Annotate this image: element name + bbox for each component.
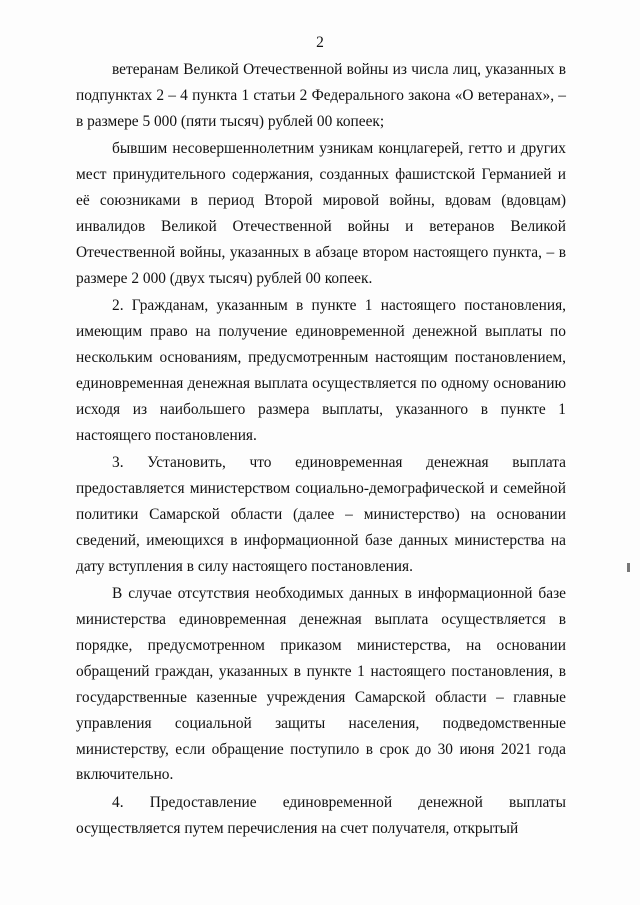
paragraph-item-4: 4. Предоставление единовременной денежной выплаты осуществляется путем перечисления на счет получателя, открытый — [76, 793, 566, 837]
paragraph-veterans-payment: ветеранам Великой Отечественной войны из числа лиц, указанных в подпунктах 2 – 4 пункта 1 статьи 2 Федерального закона «О ветеранах», – в размере 5 000 (пяти тысяч) рублей 00 копеек; — [76, 61, 566, 130]
paragraph-missing-data: В случае отсутствия необходимых данных в информационной базе министерства единовременная денежная выплата осуществляется в порядке, предусмотренном приказом министерства, на основании обращений граждан, указанных в пункте 1 настоящего постановления, в государственные казенные учреждения Самарской области – главные управления социальной защиты населения, подведомственные министерству, если обращение поступило в срок до 30 июня 2021 года включительно. — [76, 585, 566, 784]
paragraph-item-2: 2. Гражданам, указанным в пункте 1 настоящего постановления, имеющим право на получение единовременной денежной выплаты по нескольким основаниям, предусмотренным настоящим постановлением, единовременная денежная выплата осуществляется по одному основанию исходя из наибольшего размера выплаты, указанного в пункте 1 настоящего постановления. — [76, 297, 566, 444]
scan-edge-mark — [627, 563, 630, 572]
document-body — [76, 57, 566, 843]
paragraph-prisoners-widows-payment: бывшим несовершеннолетним узникам концлагерей, гетто и других мест принудительного содержания, созданных фашистской Германией и её союзниками в период Второй мировой войны, вдовам (вдовцам) инвалидов Великой Отечественной войны и ветеранов Великой Отечественной войны, указанных в абзаце втором настоящего пункта, – в размере 2 000 (двух тысяч) рублей 00 копеек. — [76, 140, 566, 287]
page-number: 2 — [316, 34, 324, 51]
paragraph-item-3: 3. Установить, что единовременная денежная выплата предоставляется министерством социально-демографической и семейной политики Самарской области (далее – министерство) на основании сведений, имеющихся в информационной базе данных министерства на дату вступления в силу настоящего постановления. — [76, 454, 566, 575]
